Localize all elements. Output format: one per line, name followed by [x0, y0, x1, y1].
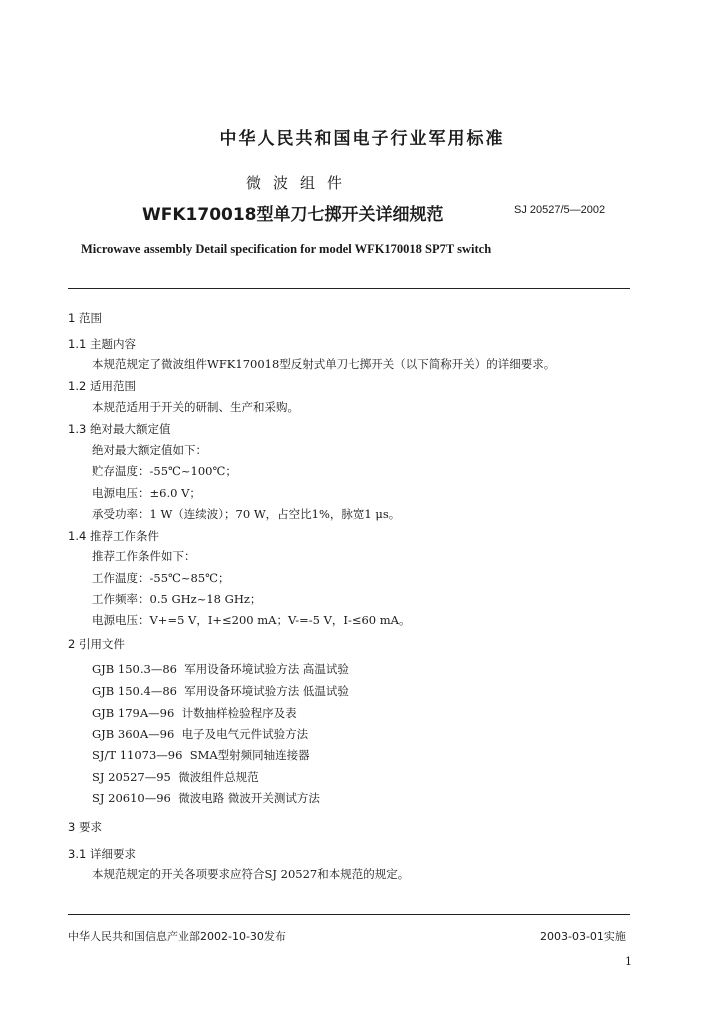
section1-1-text: 本规范规定了微波组件WFK170018型反射式单刀七掷开关（以下简称开关）的详细要求。 [92, 357, 556, 371]
section1-1-heading: 1.1 主题内容 [68, 337, 136, 351]
reference-item [92, 769, 259, 785]
reference-title: 电子及电气元件试验方法 [181, 727, 309, 741]
reference-title: 微波组件总规范 [178, 770, 259, 784]
section1-heading: 1 范围 [68, 311, 102, 325]
operating-frequency: 工作频率：0.5 GHz~18 GHz； [92, 592, 262, 606]
operating-temperature: 工作温度：-55℃~85℃； [92, 571, 230, 585]
reference-title: 计数抽样检验程序及表 [181, 706, 297, 720]
subtitle-line1: 微波组件 [245, 174, 354, 192]
supply-voltage-operating: 电源电压：V+=5 V，I+≤200 mA；V-=-5 V，I-≤60 mA。 [92, 613, 411, 627]
header-divider [68, 288, 630, 289]
section2-heading: 2 引用文件 [68, 637, 125, 651]
standard-number: SJ 20527/5—2002 [514, 204, 606, 216]
section3-1-heading: 3.1 详细要求 [68, 847, 136, 861]
reference-item [92, 747, 310, 763]
reference-item [92, 790, 320, 806]
reference-item [92, 683, 349, 699]
section1-2-text: 本规范适用于开关的研制、生产和采购。 [92, 400, 299, 414]
reference-code: GJB 150.4—86 [92, 684, 177, 698]
effective-date: 2003-03-01实施 [540, 930, 626, 943]
section1-3-heading: 1.3 绝对最大额定值 [68, 422, 171, 436]
english-title: Microwave assembly Detail specification for model WFK170018 SP7T switch [81, 242, 492, 256]
supply-voltage-max: 电源电压：±6.0 V； [92, 486, 201, 500]
power-rating: 承受功率：1 W（连续波）；70 W，占空比1%，脉宽1 μs。 [92, 507, 401, 521]
page-number: 1 [625, 955, 632, 968]
footer-divider [68, 914, 630, 915]
reference-item [92, 726, 308, 742]
reference-code: GJB 179A—96 [92, 706, 175, 720]
issue-date: 中华人民共和国信息产业部2002-10-30发布 [68, 930, 286, 943]
reference-item [92, 661, 349, 677]
section1-4-intro: 推荐工作条件如下： [92, 549, 196, 563]
reference-title: SMA型射频同轴连接器 [189, 748, 310, 762]
reference-code: SJ/T 11073—96 [92, 748, 183, 762]
section1-3-intro: 绝对最大额定值如下： [92, 443, 207, 457]
reference-item [92, 705, 297, 721]
reference-code: SJ 20527—95 [92, 770, 171, 784]
subtitle-line2: WFK170018型单刀七掷开关详细规范 [142, 205, 444, 225]
reference-code: SJ 20610—96 [92, 791, 171, 805]
reference-title: 军用设备环境试验方法 低温试验 [184, 684, 349, 698]
section1-4-heading: 1.4 推荐工作条件 [68, 529, 159, 543]
reference-code: GJB 360A—96 [92, 727, 175, 741]
section1-2-heading: 1.2 适用范围 [68, 379, 136, 393]
reference-title: 微波电路 微波开关测试方法 [178, 791, 320, 805]
reference-code: GJB 150.3—86 [92, 662, 177, 676]
section3-1-text: 本规范规定的开关各项要求应符合SJ 20527和本规范的规定。 [92, 867, 410, 881]
reference-title: 军用设备环境试验方法 高温试验 [184, 662, 349, 676]
section3-heading: 3 要求 [68, 820, 102, 834]
storage-temperature: 贮存温度：-55℃~100℃； [92, 464, 237, 478]
standard-title: 中华人民共和国电子行业军用标准 [219, 129, 505, 149]
